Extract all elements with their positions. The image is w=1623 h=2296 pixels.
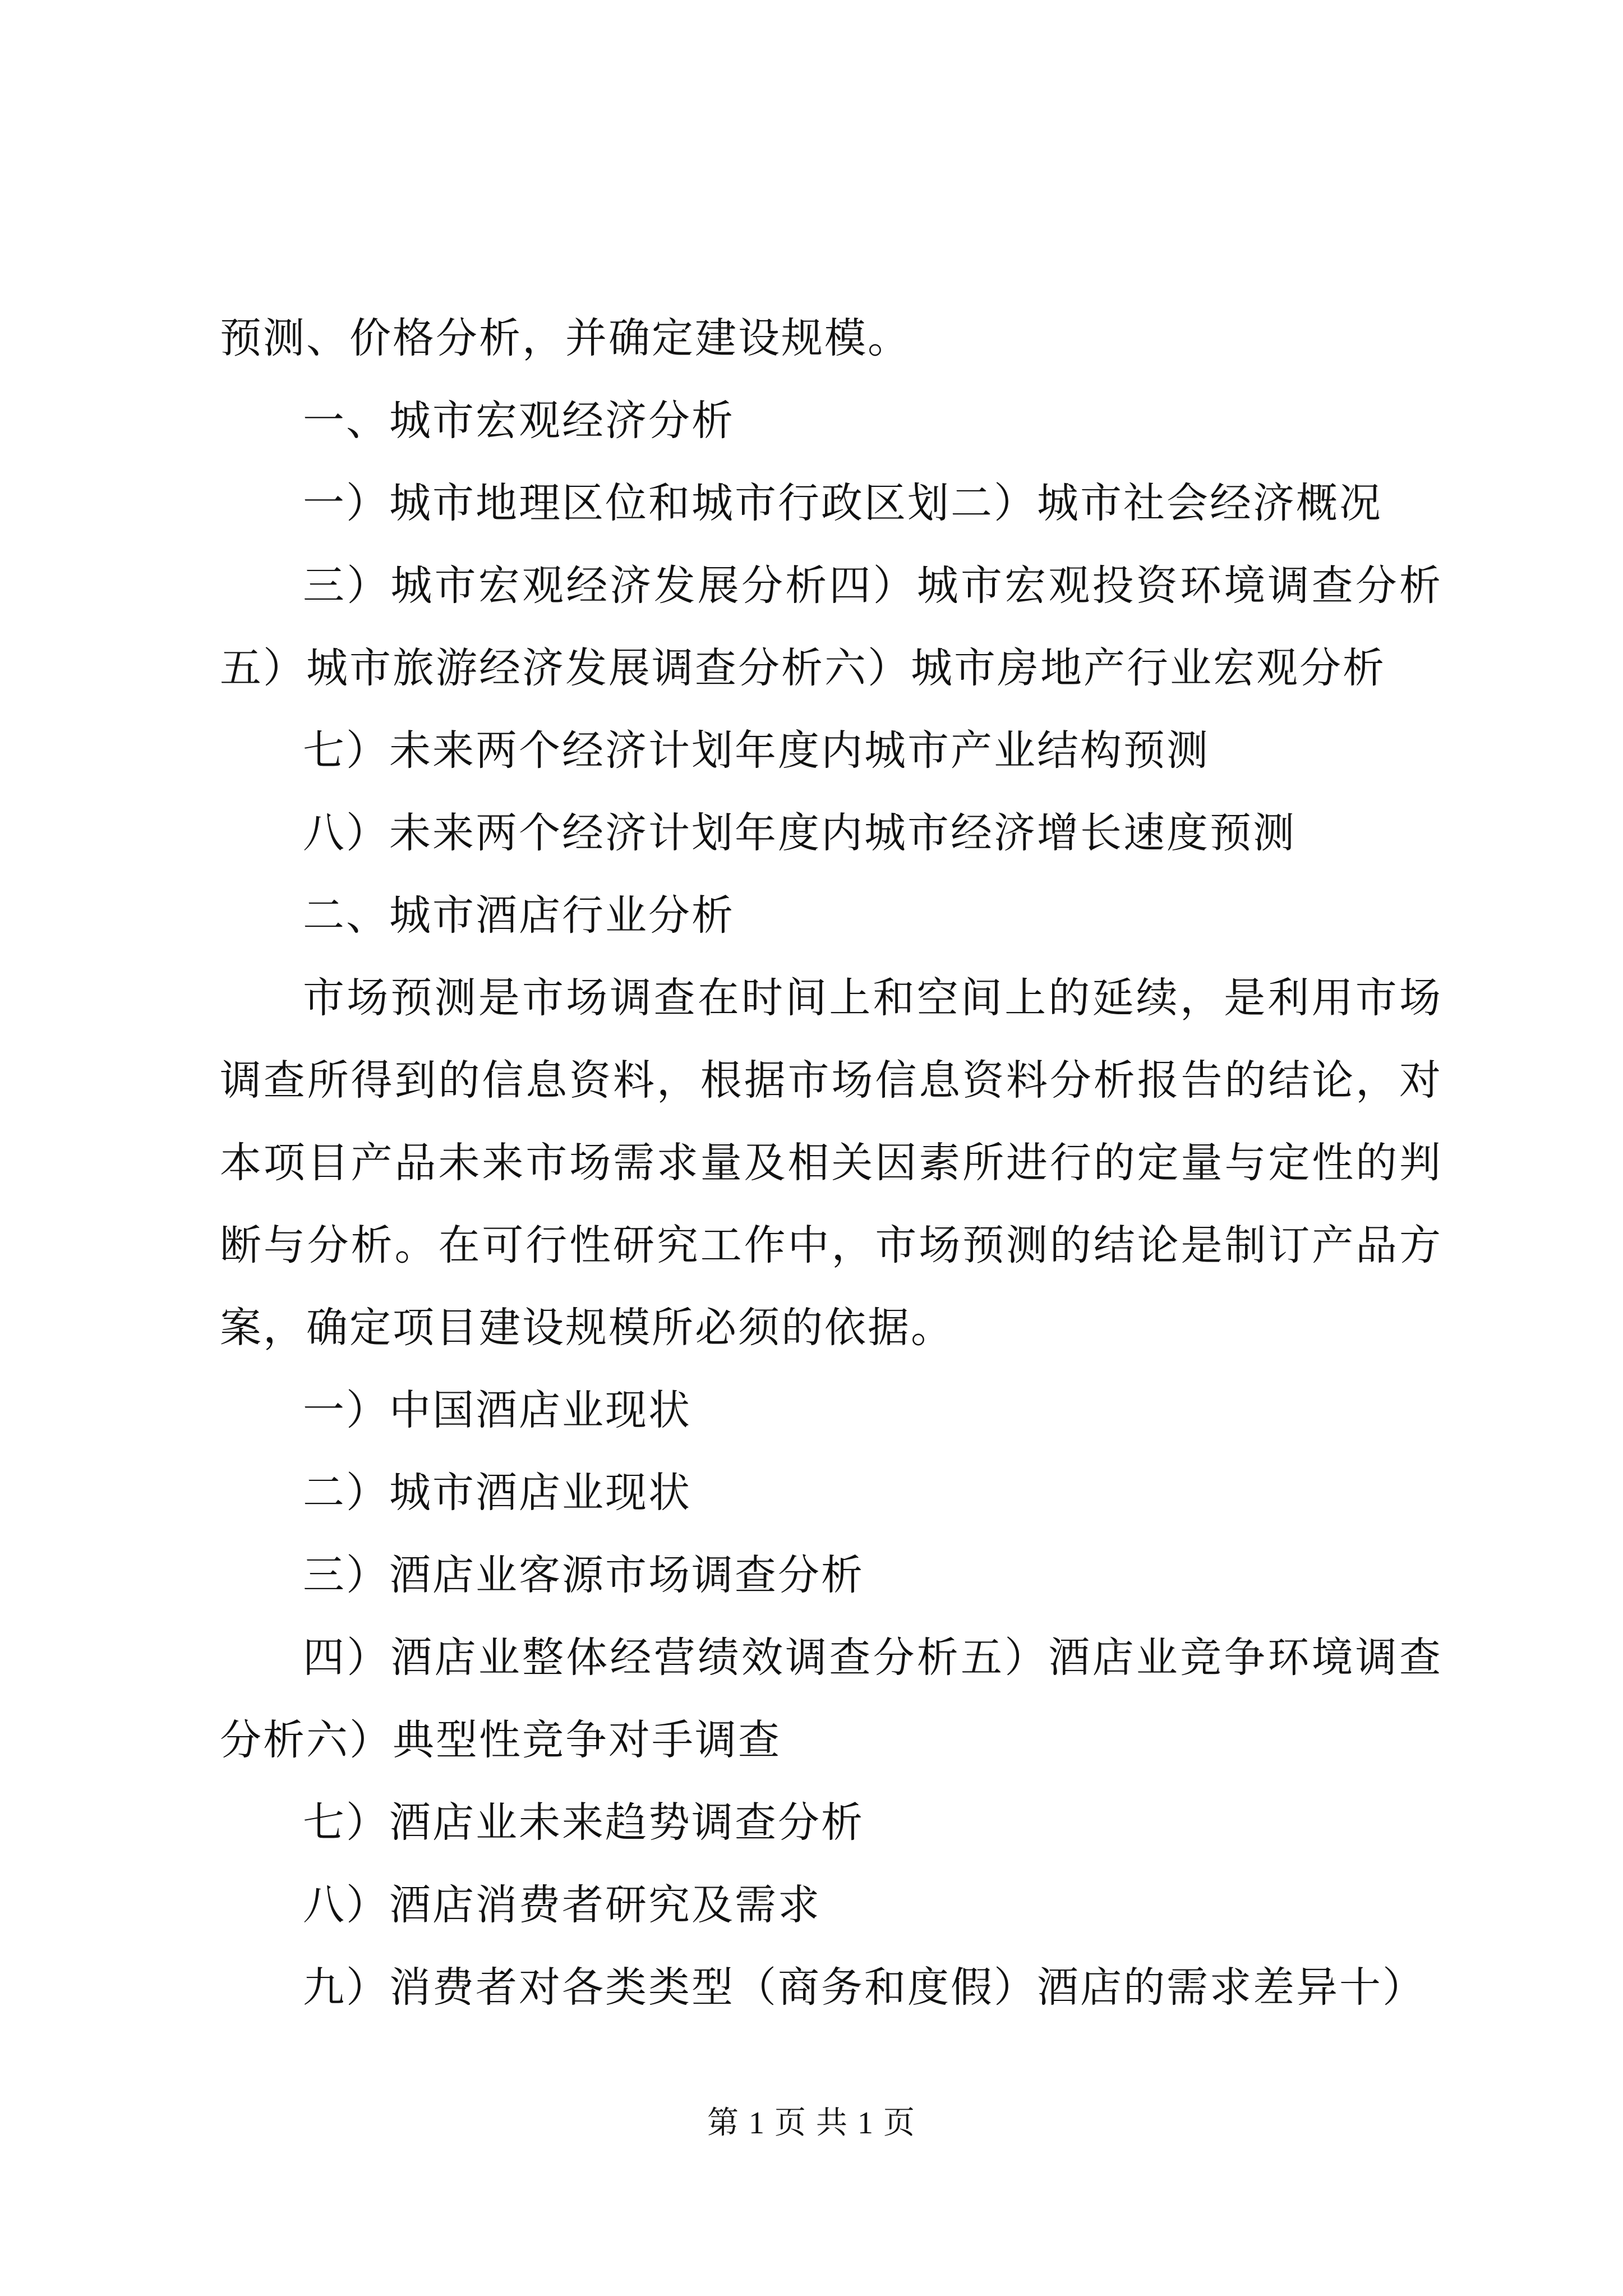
list-item: 八）未来两个经济计划年度内城市经济增长速度预测 (303, 809, 1296, 857)
list-item: 七）未来两个经济计划年度内城市产业结构预测 (303, 726, 1210, 775)
list-item: 七）酒店业未来趋势调查分析 (303, 1798, 864, 1847)
list-item: 二）城市酒店业现状 (303, 1469, 691, 1517)
paragraph: 市场预测是市场调查在时间上和空间上的延续，是利用市场调查所得到的信息资料，根据市场信息资料分析报告的结论，对本项目产品未来市场需求量及相关因素所进行的定量与定性的判断与分析。在可行性研究工作中，市场预测的结论是制订产品方案，确定项目建设规模所必须的依据。 (220, 974, 1442, 1352)
section-heading: 一、城市宏观经济分析 (303, 397, 735, 445)
list-item: 一）城市地理区位和城市行政区划二）城市社会经济概况 (303, 479, 1382, 527)
paragraph: 预测、价格分析，并确定建设规模。 (220, 314, 911, 362)
list-item: 八）酒店消费者研究及需求 (303, 1881, 821, 1929)
document-body (220, 297, 1442, 2029)
section-heading: 二、城市酒店行业分析 (303, 891, 735, 940)
list-item: 三）酒店业客源市场调查分析 (303, 1551, 864, 1599)
page-number-footer: 第 1 页 共 1 页 (707, 2106, 916, 2141)
list-item: 三）城市宏观经济发展分析四）城市宏观投资环境调查分析五）城市旅游经济发展调查分析六）城市房地产行业宏观分析 (220, 562, 1442, 692)
list-item: 一）中国酒店业现状 (303, 1386, 691, 1434)
list-item: 九）消费者对各类类型（商务和度假）酒店的需求差异十） (303, 1963, 1426, 2012)
list-item: 四）酒店业整体经营绩效调查分析五）酒店业竞争环境调查分析六）典型性竞争对手调查 (220, 1634, 1442, 1764)
